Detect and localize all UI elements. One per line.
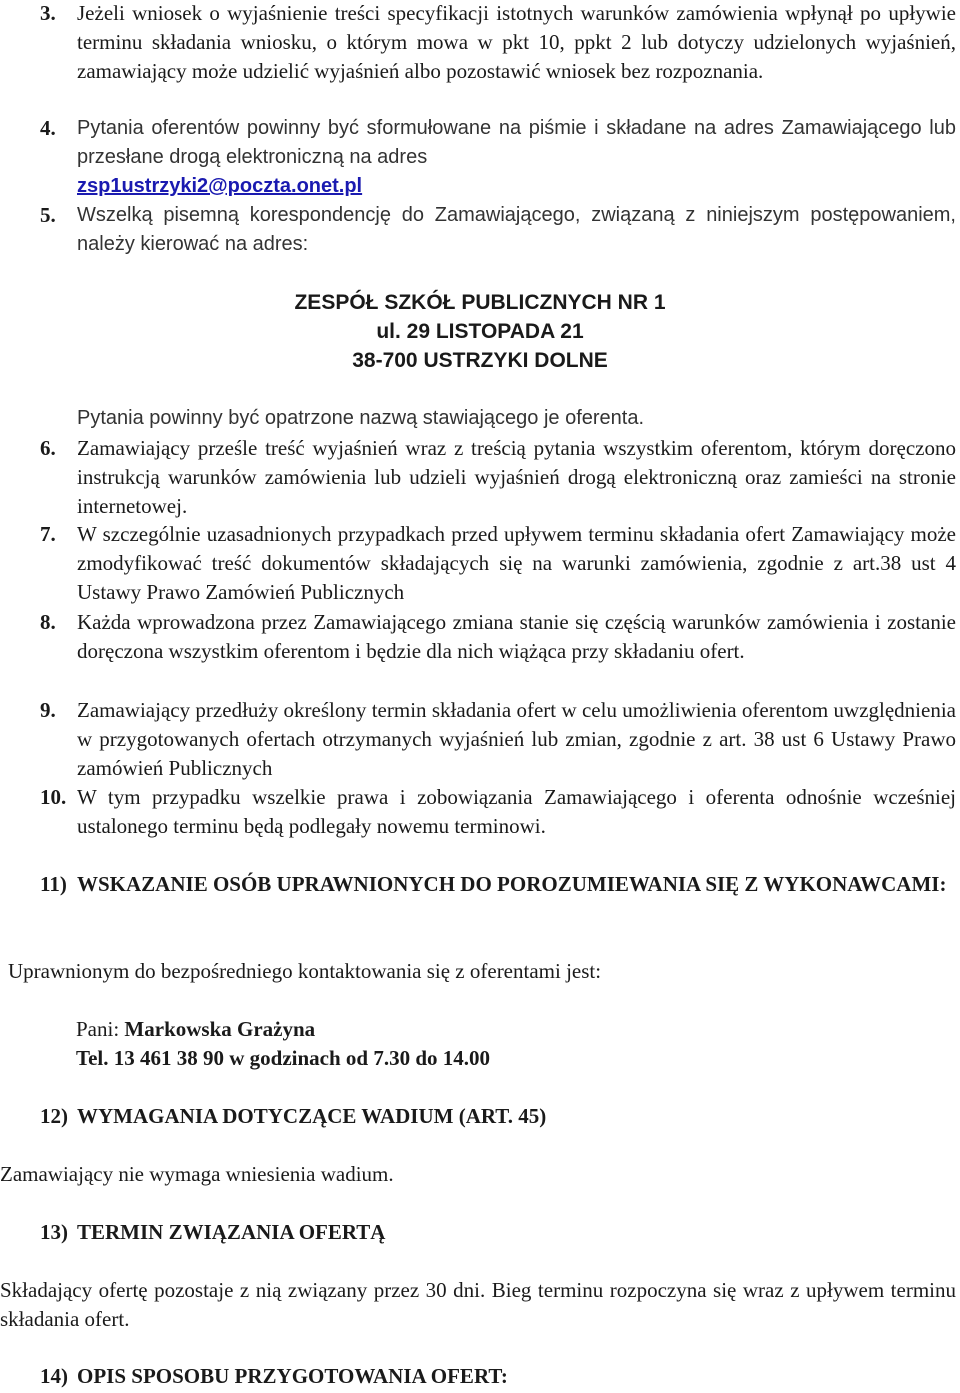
item-text: W szczególnie uzasadnionych przypadkach przed upływem terminu składania ofert Zamawiający może zmodyfikować treść dokumentów składających się na warunki zamówienia, zgodnie z art.38 ust 4 Ustawy Prawo Zamówień Publicznych [77, 522, 956, 604]
section-number: 11) [40, 872, 67, 896]
item-text: Zamawiający przedłuży określony termin składania ofert w celu umożliwienia oferentom uwzględnienia w przygotowanych ofertach otrzymanych wyjaśnień lub zmian, zgodnie z art. 38 ust 6 Ustawy Prawo zamówień Publicznych [77, 698, 956, 780]
section-number: 13) [40, 1220, 68, 1244]
section-number: 14) [40, 1364, 68, 1388]
item-number: 4. [40, 116, 56, 140]
item-number: 6. [40, 436, 56, 460]
item-text: W tym przypadku wszelkie prawa i zobowiązania Zamawiającego i oferenta odnośnie wcześniej ustalonego terminu będą podlegały nowemu terminowi. [77, 785, 956, 838]
section-13-text: Składający ofertę pozostaje z nią związany przez 30 dni. Bieg terminu rozpoczyna się wraz z upływem terminu składania ofert. [0, 1278, 956, 1331]
contact-phone: Tel. 13 461 38 90 w godzinach od 7.30 do 14.00 [76, 1046, 491, 1070]
item-text [77, 114, 956, 201]
list-item-7 [40, 520, 956, 607]
section-14-heading [40, 1362, 956, 1391]
item-text: Jeżeli wniosek o wyjaśnienie treści specyfikacji istotnych warunków zamówienia wpłynął po upływie terminu składania wniosku, o którym mowa w pkt 10, ppkt 2 lub dotyczy udzielonych wyjaśnień, zamawiający może udzielić wyjaśnień albo pozostawić wniosek bez rozpoznania. [77, 1, 956, 83]
list-item-6 [40, 434, 956, 521]
address-note: Pytania powinny być opatrzone nazwą stawiającego je oferenta. [77, 407, 645, 429]
item-number: 7. [40, 522, 56, 546]
section-number: 12) [40, 1104, 68, 1128]
list-item-4 [40, 114, 956, 201]
section-12-heading [40, 1102, 956, 1131]
list-item-3 [40, 0, 956, 86]
contact-label: Pani: [76, 1017, 125, 1041]
item-number: 8. [40, 610, 56, 634]
item-text: Każda wprowadzona przez Zamawiającego zmiana stanie się częścią warunków zamówienia i zostanie doręczona wszystkim oferentom i będzie dla nich wiążąca przy składaniu ofert. [77, 610, 956, 663]
address-line-3: 38-700 USTRZYKI DOLNE [352, 349, 608, 372]
contact-person [76, 1015, 936, 1044]
contact-intro: Uprawnionym do bezpośredniego kontaktowania się z oferentami jest: [8, 959, 602, 983]
section-title: WYMAGANIA DOTYCZĄCE WADIUM (ART. 45) [77, 1104, 547, 1128]
address-line-1: ZESPÓŁ SZKÓŁ PUBLICZNYCH NR 1 [294, 291, 666, 314]
section-13-heading [40, 1218, 956, 1247]
email-link[interactable]: zsp1ustrzyki2@poczta.onet.pl [77, 175, 363, 197]
item-text: Wszelką pisemną korespondencję do Zamawiającego, związaną z niniejszym postępowaniem, należy kierować na adres: [77, 204, 956, 255]
section-12-text: Zamawiający nie wymaga wniesienia wadium. [0, 1162, 394, 1186]
list-item-9 [40, 696, 956, 783]
section-title: OPIS SPOSOBU PRZYGOTOWANIA OFERT: [77, 1364, 508, 1388]
list-item-8 [40, 608, 956, 666]
address-line-2: ul. 29 LISTOPADA 21 [376, 320, 584, 343]
item-number: 10. [40, 785, 67, 809]
item-number: 9. [40, 698, 56, 722]
list-item-10 [40, 783, 956, 841]
item-number: 5. [40, 203, 56, 227]
section-title: WSKAZANIE OSÓB UPRAWNIONYCH DO POROZUMIEWANIA SIĘ Z WYKONAWCAMI: [77, 872, 947, 896]
item-text: Zamawiający prześle treść wyjaśnień wraz z treścią pytania wszystkim oferentom, którym doręczono instrukcją warunków zamówienia lub udzieli wyjaśnień drogą elektroniczną oraz zamieści na stronie internetowej. [77, 436, 956, 518]
list-item-5 [40, 201, 956, 259]
item-number: 3. [40, 1, 56, 25]
section-11-heading [40, 870, 956, 899]
section-title: TERMIN ZWIĄZANIA OFERTĄ [77, 1220, 386, 1244]
contact-name: Markowska Grażyna [124, 1017, 316, 1041]
item-text-body: Pytania oferentów powinny być sformułowane na piśmie i składane na adres Zamawiającego lub przesłane drogą elektroniczną na adres [77, 117, 956, 168]
